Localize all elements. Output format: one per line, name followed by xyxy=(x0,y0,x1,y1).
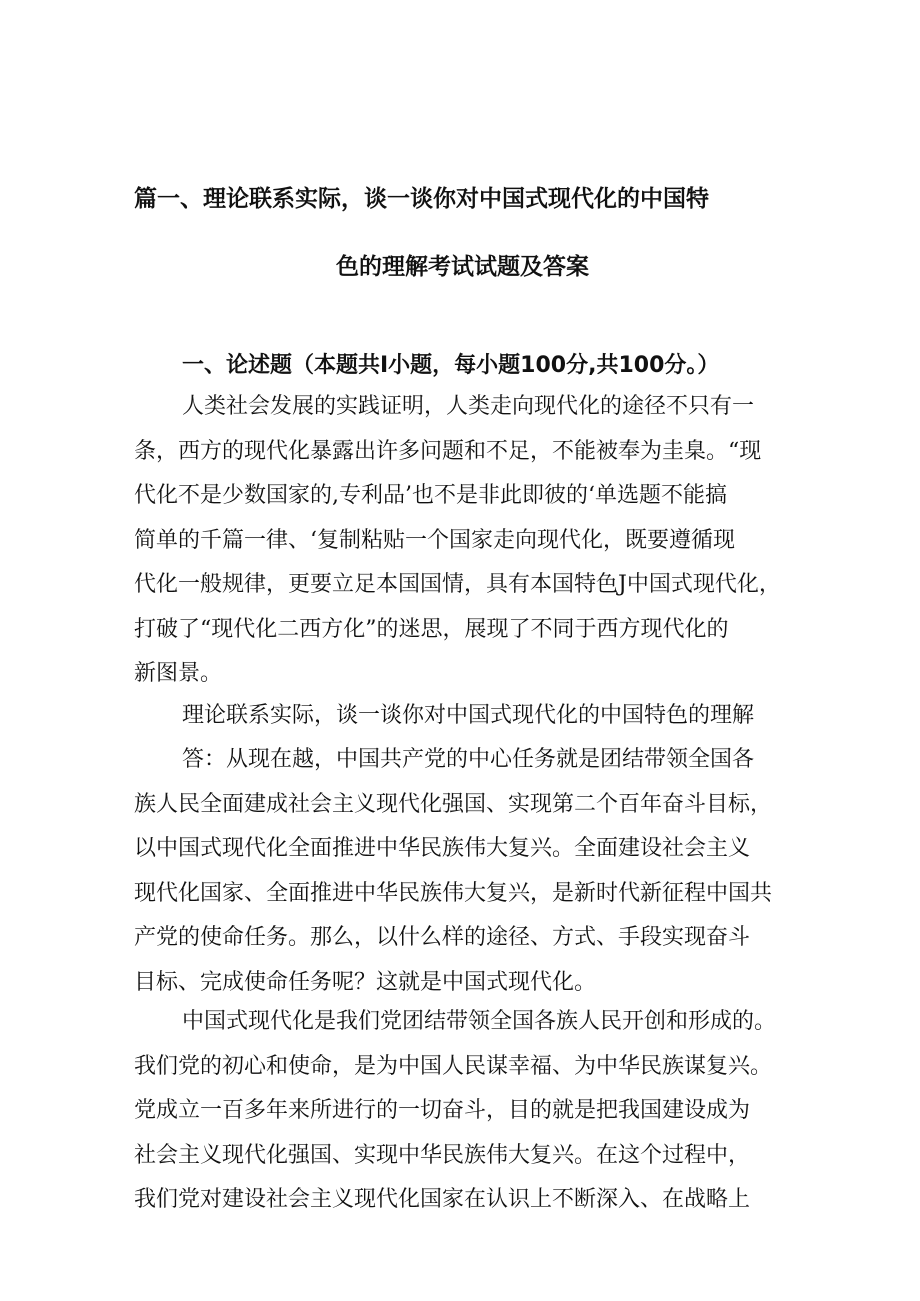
paragraph-line: 我们党对建设社会主义现代化国家在认识上不断深入、在战略上 xyxy=(134,1187,751,1212)
section-heading: 一、论述题（本题共I小题，每小题100分,共100分。） xyxy=(182,353,720,378)
paragraph-line: 答：从现在越，中国共产党的中心任务就是团结带领全国各 xyxy=(182,747,755,772)
document-title-line-1: 篇一、理论联系实际，谈一谈你对中国式现代化的中国特 xyxy=(134,186,709,212)
paragraph-line: 简单的千篇一律、‘复制粘贴一个国家走向现代化，既要遵循现 xyxy=(134,527,735,553)
paragraph-line: 代化一般规律，更要立足本国国情，具有本国特色J中国式现代化， xyxy=(134,572,781,597)
paragraph-line: 中国式现代化是我们党团结带领全国各族人民开创和形成的。 xyxy=(182,1009,777,1034)
paragraph-2 xyxy=(134,694,794,739)
paragraph-4 xyxy=(134,1000,794,1223)
paragraph-line: 新图景。 xyxy=(134,661,223,686)
document-title-line-2: 色的理解考试试题及答案 xyxy=(336,254,589,280)
paragraph-line: 产党的使命任务。那么，以什么样的途径、方式、手段实现奋斗 xyxy=(134,925,751,950)
paragraph-line: 以中国式现代化全面推进中华民族伟大复兴。全面建设社会主义 xyxy=(134,836,751,861)
paragraph-line: 社会主义现代化强国、实现中华民族伟大复兴。在这个过程中， xyxy=(134,1142,751,1168)
paragraph-line: 族人民全面建成社会主义现代化强国、实现第二个百年奋斗目标， xyxy=(134,791,773,817)
paragraph-line: 人类社会发展的实践证明，人类走向现代化的途径不只有一 xyxy=(182,394,755,419)
paragraph-line: 目标、完成使命任务呢？这就是中国式现代化。 xyxy=(134,969,597,995)
paragraph-line: 现代化国家、全面推进中华民族伟大复兴，是新时代新征程中国共 xyxy=(134,880,773,906)
paragraph-line: 理论联系实际，谈一谈你对中国式现代化的中国特色的理解 xyxy=(182,703,755,728)
paragraph-line: 党成立一百多年来所进行的一切奋斗，目的就是把我国建设成为 xyxy=(134,1098,751,1123)
paragraph-line: 打破了“现代化二西方化”的迷思，展现了不同于西方现代化的 xyxy=(134,616,729,642)
paragraph-line: 代化不是少数国家的,专利品’也不是非此即彼的‘单选题不能搞 xyxy=(134,483,727,508)
paragraph-line: 条，西方的现代化暴露出许多问题和不足，不能被奉为圭臬。“现 xyxy=(134,438,762,464)
paragraph-line: 我们党的初心和使命，是为中国人民谋幸福、为中华民族谋复兴。 xyxy=(134,1053,773,1079)
paragraph-3 xyxy=(134,738,794,1005)
paragraph-1 xyxy=(134,385,794,697)
